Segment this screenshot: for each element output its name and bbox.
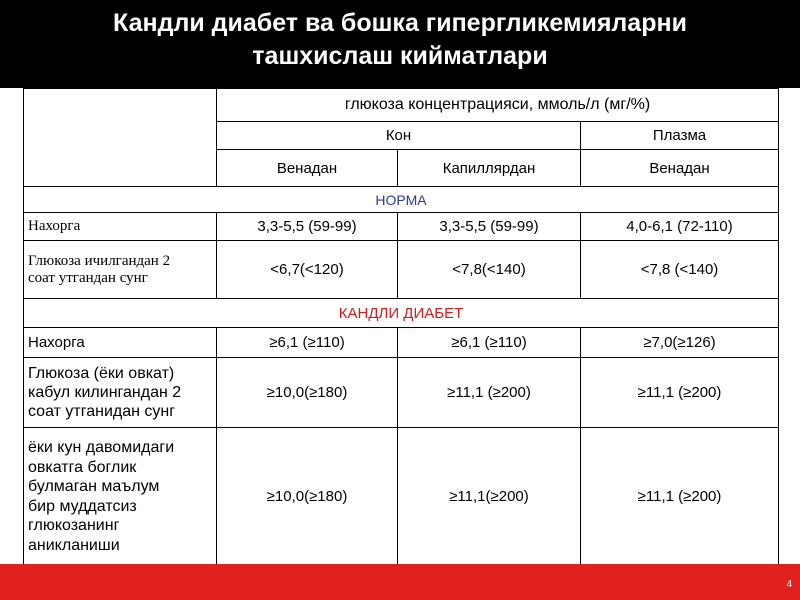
capillary-header: Капиллярдан [398, 150, 581, 187]
cell-venous: 3,3-5,5 (59-99) [217, 213, 398, 241]
row-label-line: глюкозанинг [28, 517, 120, 534]
venous-header: Венадан [217, 150, 398, 187]
row-label [24, 241, 217, 299]
table-row [24, 358, 779, 428]
cell-plasma: ≥11,1 (≥200) [581, 358, 779, 428]
cell-plasma: ≥7,0(≥126) [581, 328, 779, 358]
row-label-line: аникланиши [28, 536, 120, 554]
section-row-diabetes [24, 299, 779, 328]
row-label [24, 428, 217, 566]
table-row [24, 241, 779, 299]
cell-capillary: 3,3-5,5 (59-99) [398, 213, 581, 241]
row-label: Нахорга [24, 213, 217, 241]
cell-plasma: ≥11,1 (≥200) [581, 428, 779, 566]
plasma-header: Плазма [581, 122, 779, 150]
row-label-line: ёки кун давомидаги [28, 439, 175, 456]
row-label-line: булмаган маълум [28, 478, 160, 495]
section-row-norm [24, 187, 779, 213]
cell-capillary: ≥11,1(≥200) [398, 428, 581, 566]
cell-capillary: ≥11,1 (≥200) [398, 358, 581, 428]
table-header-row [24, 89, 779, 122]
row-label-line: соат утганидан сунг [28, 403, 176, 420]
row-label-line: соат утгандан сунг [28, 269, 148, 286]
table-row [24, 328, 779, 358]
blood-header: Кон [217, 122, 581, 150]
concentration-header: глюкоза концентрацияси, ммоль/л (мг/%) [217, 89, 779, 122]
row-label-line: Глюкоза (ёки овкат) [28, 365, 175, 382]
plasma-venous-header: Венадан [581, 150, 779, 187]
row-label-line: кабул килингандан 2 [28, 384, 182, 401]
glucose-criteria-table [23, 88, 779, 566]
footer-band [0, 564, 800, 600]
row-label-line: бир муддатсиз [28, 497, 137, 515]
row-label-line: Глюкоза ичилгандан 2 [28, 252, 171, 269]
row-label: Нахорга [24, 328, 217, 358]
section-title-diabetes: КАНДЛИ ДИАБЕТ [24, 299, 779, 328]
table-corner-cell [24, 89, 217, 187]
cell-capillary: <7,8(<140) [398, 241, 581, 299]
cell-venous: <6,7(<120) [217, 241, 398, 299]
table-row [24, 428, 779, 566]
section-title-norm: НОРМА [24, 187, 779, 213]
page-number: 4 [786, 579, 792, 590]
cell-venous: ≥10,0(≥180) [217, 358, 398, 428]
row-label-line: овкатга боглик [28, 458, 137, 476]
cell-capillary: ≥6,1 (≥110) [398, 328, 581, 358]
slide-title-line-1: Кандли диабет ва бошка гипергликемияларни [113, 9, 687, 37]
slide-header [0, 0, 800, 88]
cell-venous: ≥6,1 (≥110) [217, 328, 398, 358]
row-label [24, 358, 217, 428]
table-row [24, 213, 779, 241]
cell-plasma: 4,0-6,1 (72-110) [581, 213, 779, 241]
cell-plasma: <7,8 (<140) [581, 241, 779, 299]
cell-venous: ≥10,0(≥180) [217, 428, 398, 566]
slide-title-line-2: ташхислаш кийматлари [252, 42, 548, 70]
